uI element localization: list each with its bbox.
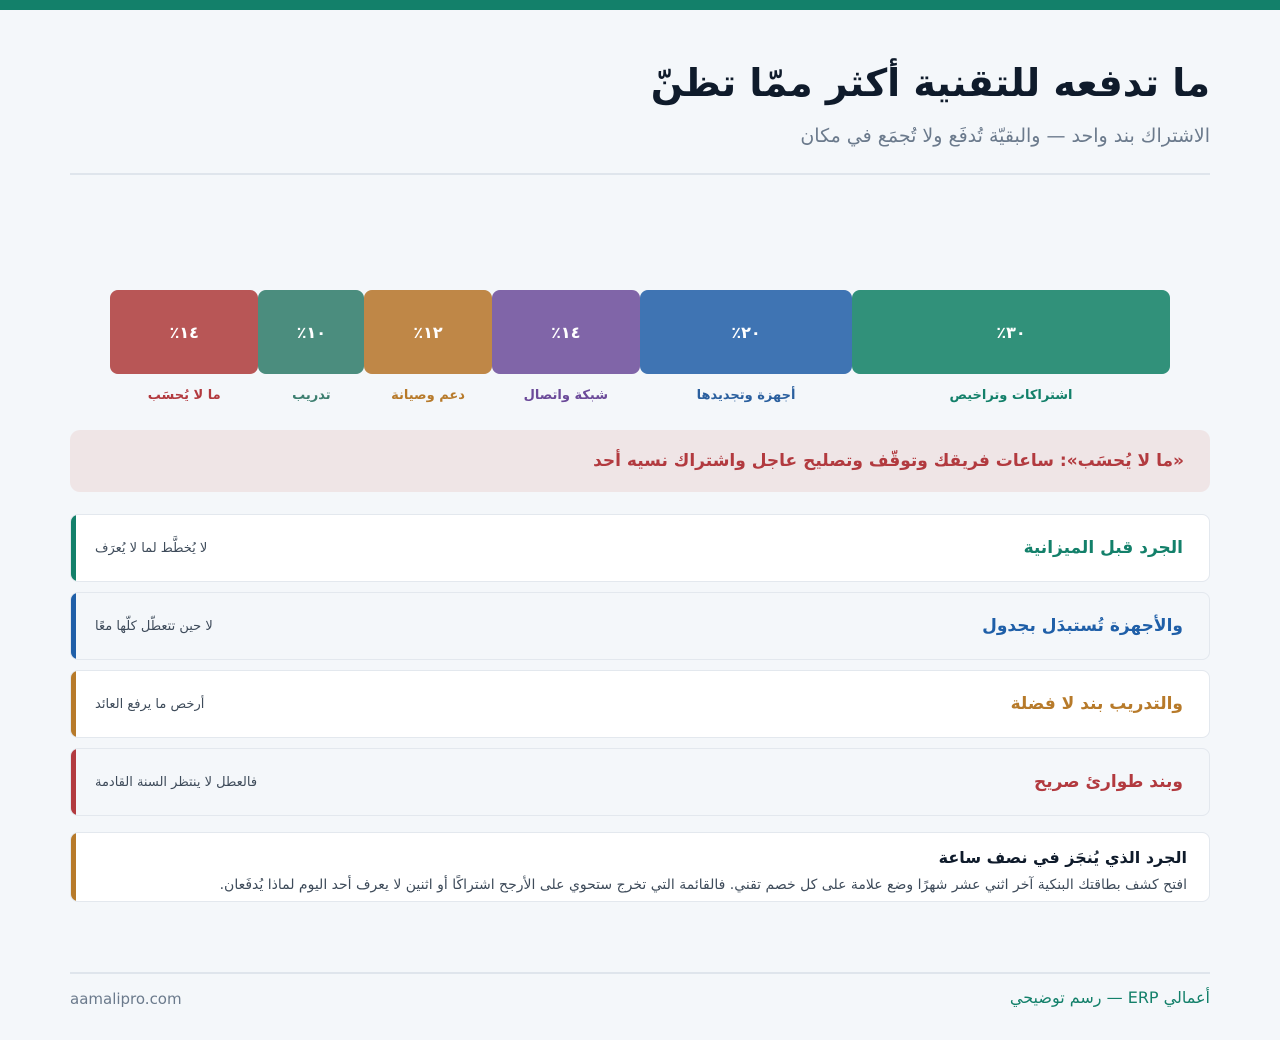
- note-body: افتح كشف بطاقتك البنكية آخر اثني عشر شهرًا وضع علامة على كل خصم تقني. فالقائمة التي تخرج ستحوي على الأرجح اشتراكًا أو اثنين لا يعرف أحد اليوم لماذا يُدفَعان.: [219, 877, 1187, 893]
- segment-value-label: ١٤٪: [551, 322, 581, 342]
- footer-site: aamalipro.com: [70, 990, 182, 1008]
- segment-category-label: ما لا يُحسَب: [147, 388, 221, 403]
- tip-accent: [71, 671, 76, 737]
- tip-accent: [71, 593, 76, 659]
- segment-value-label: ٣٠٪: [996, 322, 1026, 342]
- header-divider: [70, 173, 1210, 175]
- tip-title: والأجهزة تُستبدَل بجدول: [982, 616, 1183, 636]
- tip-title: والتدريب بند لا فضلة: [1010, 694, 1183, 714]
- tip-title: الجرد قبل الميزانية: [1023, 538, 1183, 558]
- segment-value-label: ٢٠٪: [731, 322, 761, 342]
- tip-card-devices: [70, 592, 1210, 660]
- segment-category-label: اشتراكات وتراخيص: [949, 388, 1073, 403]
- segment-category-label: دعم وصيانة: [391, 388, 465, 403]
- note-accent: [71, 833, 76, 901]
- stacked-bar-chart: [110, 290, 1170, 374]
- segment-value-label: ١٠٪: [296, 322, 327, 342]
- header: [70, 56, 1210, 150]
- tip-note: أرخص ما يرفع العائد: [95, 696, 205, 712]
- page-title: ما تدفعه للتقنية أكثر ممّا تظنّ: [650, 61, 1210, 105]
- bar-segment-5: [258, 290, 364, 374]
- tip-note: لا حين تتعطّل كلّها معًا: [95, 618, 213, 634]
- footer-brand: أعمالي ERP — رسم توضيحي: [1009, 988, 1210, 1007]
- callout-text: «ما لا يُحسَب»: ساعات فريقك وتوقّف وتصليح عاجل واشتراك نسيه أحد: [593, 451, 1184, 471]
- bar-segment-3: [492, 290, 640, 374]
- unaccounted-callout: [70, 430, 1210, 492]
- page-subtitle: الاشتراك بند واحد — والبقيّة تُدفَع ولا تُجمَع في مكان: [800, 125, 1210, 147]
- bar-segment-1: [852, 290, 1170, 374]
- segment-category-label: شبكة واتصال: [523, 388, 609, 403]
- tip-note: فالعطل لا ينتظر السنة القادمة: [95, 774, 258, 790]
- bar-segment-2: [640, 290, 852, 374]
- tip-note: لا يُخطَّط لما لا يُعرَف: [95, 540, 208, 556]
- tip-card-emergency: [70, 748, 1210, 816]
- top-accent-bar: [0, 0, 1280, 10]
- inventory-note: [70, 832, 1210, 902]
- note-title: الجرد الذي يُنجَز في نصف ساعة: [938, 848, 1187, 867]
- bar-segment-6: [110, 290, 258, 374]
- bar-segment-4: [364, 290, 491, 374]
- tip-card-inventory: [70, 514, 1210, 582]
- segment-value-label: ١٤٪: [169, 322, 199, 342]
- tip-accent: [71, 749, 76, 815]
- tip-accent: [71, 515, 76, 581]
- footer-divider: [70, 972, 1210, 974]
- segment-category-label: تدريب: [292, 388, 331, 403]
- segment-value-label: ١٢٪: [413, 322, 443, 342]
- tip-card-training: [70, 670, 1210, 738]
- segment-labels: [110, 384, 1170, 408]
- tip-title: وبند طوارئ صريح: [1033, 772, 1183, 792]
- tips-list: [70, 514, 1210, 826]
- segment-category-label: أجهزة وتجديدها: [696, 388, 796, 403]
